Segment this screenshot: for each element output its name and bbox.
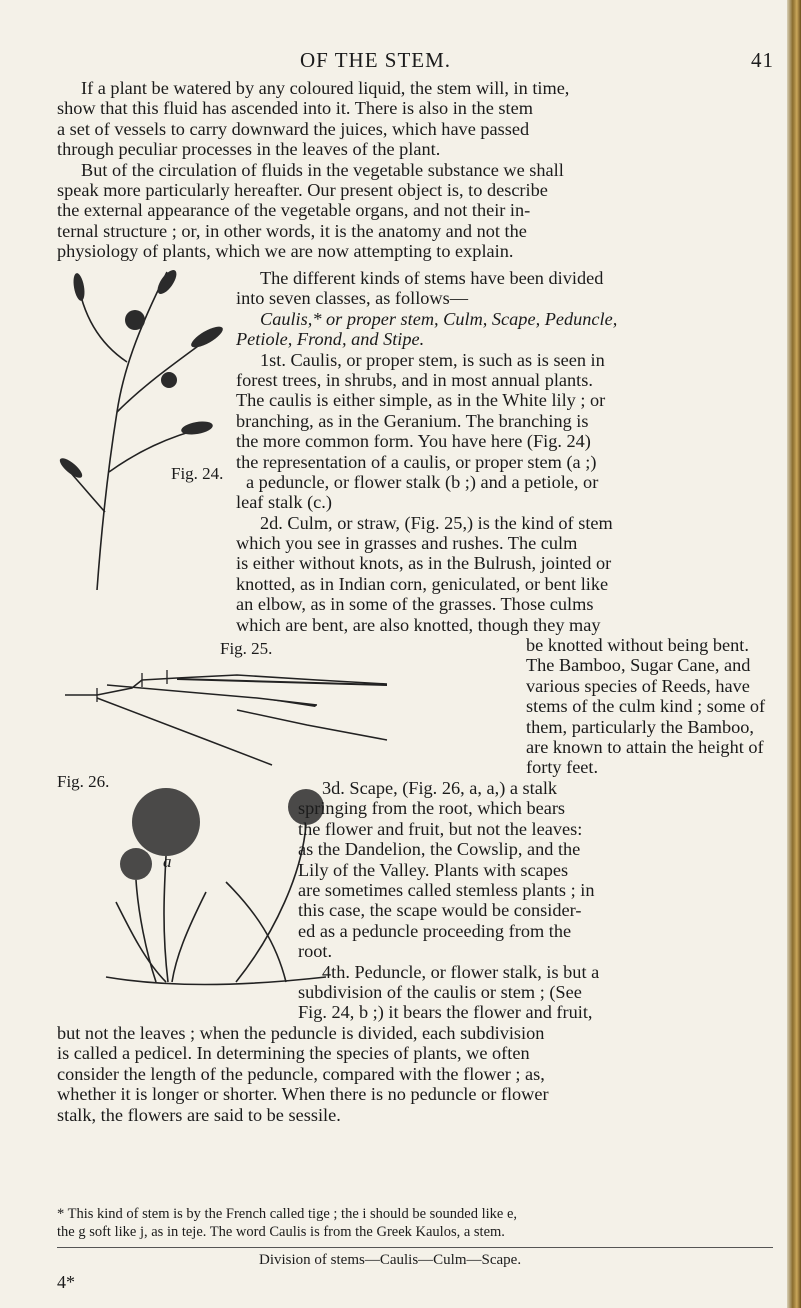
text-line: The Bamboo, Sugar Cane, and xyxy=(526,655,751,676)
text-line: is called a pedicel. In determining the species of plants, we often xyxy=(57,1043,530,1064)
running-header xyxy=(0,48,801,78)
running-title: OF THE STEM. xyxy=(300,48,452,72)
text-line: the more common form. You have here (Fig. 24) xyxy=(236,431,591,452)
text-line: root. xyxy=(298,941,333,962)
text-line: an elbow, as in some of the grasses. Those culms xyxy=(236,594,594,615)
text-line: through peculiar processes in the leaves of the plant. xyxy=(57,139,441,160)
text-line: forest trees, in shrubs, and in most annual plants. xyxy=(236,369,593,390)
figure-26-label: Fig. 26. xyxy=(57,772,110,791)
peduncle-continued xyxy=(57,1023,773,1125)
text-line: the external appearance of the vegetable organs, and not their in- xyxy=(57,200,531,221)
text-line: but not the leaves ; when the peduncle is divided, each subdivision xyxy=(57,1023,545,1043)
text-line: the representation of a caulis, or proper stem (a ;) xyxy=(236,451,597,472)
text-line: as the Dandelion, the Cowslip, and the xyxy=(298,839,581,860)
text-line: various species of Reeds, have xyxy=(526,675,750,696)
text-line: a peduncle, or flower stalk (b ;) and a petiole, or xyxy=(246,471,599,492)
scape-label-a: a xyxy=(163,852,172,871)
text-line: ed as a peduncle proceeding from the xyxy=(298,920,572,941)
text-line: them, particularly the Bamboo, xyxy=(526,716,754,737)
text-line: knotted, as in Indian corn, geniculated, or bent like xyxy=(236,573,609,594)
text-line: be knotted without being bent. xyxy=(526,635,749,655)
signature-mark: 4* xyxy=(57,1272,75,1292)
text-line: Lily of the Valley. Plants with scapes xyxy=(298,859,569,880)
text-line: a set of vessels to carry downward the juices, which have passed xyxy=(57,118,530,139)
text-line: stalk, the flowers are said to be sessile. xyxy=(57,1104,341,1125)
text-line: 2d. Culm, or straw, (Fig. 25,) is the kind of stem xyxy=(260,512,613,533)
figure-24-label: Fig. 24. xyxy=(171,464,224,483)
text-line: subdivision of the caulis or stem ; (See xyxy=(298,981,582,1002)
text-line: Fig. 24, b ;) it bears the flower and fruit, xyxy=(298,1002,593,1023)
intro-paragraphs xyxy=(57,78,773,262)
footnote-rule xyxy=(57,1247,773,1248)
stem-classes-paragraphs xyxy=(236,268,773,635)
text-line: into seven classes, as follows— xyxy=(236,288,469,309)
page-number: 41 xyxy=(751,48,774,72)
text-line: If a plant be watered by any coloured liquid, the stem will, in time, xyxy=(81,78,570,98)
text-line: Caulis,* or proper stem, Culm, Scape, Peduncle, xyxy=(260,308,618,329)
text-line: springing from the root, which bears xyxy=(298,798,566,819)
text-line: this case, the scape would be consider- xyxy=(298,900,582,921)
text-line: speak more particularly hereafter. Our present object is, to describe xyxy=(57,179,548,200)
text-line: consider the length of the peduncle, compared with the flower ; as, xyxy=(57,1063,545,1084)
text-line: 1st. Caulis, or proper stem, is such as is seen in xyxy=(260,349,605,370)
text-line: Petiole, Frond, and Stipe. xyxy=(236,329,425,350)
text-line: The caulis is either simple, as in the White lily ; or xyxy=(236,390,606,411)
text-line: which are bent, are also knotted, though they may xyxy=(236,614,601,635)
footnote-line: * This kind of stem is by the French called tige ; the i should be sounded like e, xyxy=(57,1206,518,1222)
text-line: which you see in grasses and rushes. The culm xyxy=(236,533,578,554)
text-line: branching, as in the Geranium. The branching is xyxy=(236,410,589,431)
text-line: the flower and fruit, but not the leaves: xyxy=(298,818,583,839)
text-line: 4th. Peduncle, or flower stalk, is but a xyxy=(322,961,600,982)
text-line: leaf stalk (c.) xyxy=(236,492,332,513)
text-line: are known to attain the height of xyxy=(526,736,764,757)
footnote-line: the g soft like j, as in teje. The word Caulis is from the Greek Kaulos, a stem. xyxy=(57,1224,505,1240)
figure-24-branching-stem xyxy=(57,262,227,592)
text-line: are sometimes called stemless plants ; in xyxy=(298,879,595,900)
catchline: Division of stems—Caulis—Culm—Scape. xyxy=(259,1252,522,1268)
text-line: is either without knots, as in the Bulrush, jointed or xyxy=(236,553,612,574)
text-line: physiology of plants, which we are now attempting to explain. xyxy=(57,241,514,262)
culm-continued xyxy=(526,635,773,778)
text-line: 3d. Scape, (Fig. 26, a, a,) a stalk xyxy=(322,778,558,798)
text-line: The different kinds of stems have been divided xyxy=(260,268,604,288)
text-line: whether it is longer or shorter. When there is no peduncle or flower xyxy=(57,1084,549,1105)
page-edge xyxy=(787,0,801,1308)
scape-peduncle-paragraphs xyxy=(298,778,773,1023)
footnote xyxy=(57,1205,773,1241)
figure-25-culm xyxy=(57,640,512,770)
text-line: stems of the culm kind ; some of xyxy=(526,696,766,717)
text-line: forty feet. xyxy=(526,757,599,778)
text-line: But of the circulation of fluids in the vegetable substance we shall xyxy=(81,159,564,180)
figure-25-label: Fig. 25. xyxy=(220,639,273,658)
text-line: show that this fluid has ascended into it. There is also in the stem xyxy=(57,98,533,119)
text-line: ternal structure ; or, in other words, it is the anatomy and not the xyxy=(57,220,527,241)
